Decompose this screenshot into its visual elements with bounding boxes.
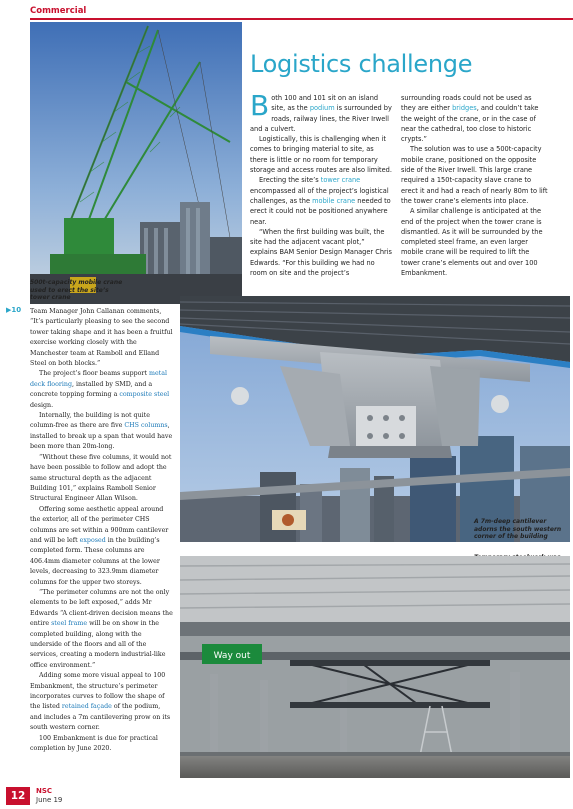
metal-deck-flooring-link[interactable]: metal deck flooring	[30, 370, 167, 388]
podium-link[interactable]: podium	[309, 104, 335, 113]
crane-photo	[30, 22, 242, 304]
bridges-link[interactable]: bridges	[452, 104, 477, 113]
tower-crane-link[interactable]: tower crane	[320, 176, 361, 185]
drop-cap: B	[250, 89, 270, 122]
section-tag: Commercial	[30, 6, 87, 16]
retained-facade-link[interactable]: retained façade	[61, 703, 112, 711]
article-paragraph: Both 100 and 101 sit on an island site, as the podium is surrounded by roads, railway lines, the River Irwell and a culvert.	[250, 89, 392, 133]
continued-column	[30, 307, 174, 754]
article-paragraph: Logistically, this is challenging when it comes to bringing material to site, as there is little or no room for temporary storage and access routes are also limited.	[250, 135, 392, 175]
article-paragraph: “The perimeter columns are not the only elements to be left exposed,” adds Mr Edwards “A client-driven decision means the entire steel frame will be on show in the completed building, along with the underside of the floors and all of the services, creating a modern industrial-like office environment.”	[30, 588, 173, 669]
steelwork-photo	[180, 556, 570, 778]
cantilever-photo	[180, 296, 570, 542]
page-title: Logistics challenge	[250, 50, 473, 78]
composite-steel-link[interactable]: composite steel	[119, 391, 170, 399]
article-paragraph: The solution was to use a 500t-capacity mobile crane, positioned on the opposite side of the River Irwell. This large crane required a 150t-capacity slave crane to erect it and had a reach of nearly 80m to lift the tower crane’s elements into place.	[401, 145, 548, 205]
article-column-1	[250, 89, 392, 278]
article-paragraph: Internally, the building is not quite column-free as there are five CHS columns, installed to break up a span that would have been more than 20m-long.	[30, 412, 173, 451]
continued-from-marker: ▶10	[6, 306, 22, 314]
article-paragraph: A similar challenge is anticipated at the end of the project when the tower crane is dismantled. As it will be surrounded by the completed steel frame, an even larger mobile crane will be required to lift the tower crane’s elements out and over 100 Embankment.	[401, 207, 543, 278]
article-paragraph: Erecting the site’s tower crane encompassed all of the project’s logistical challenges, as the mobile crane needed to erect it could not be positioned anywhere near.	[250, 176, 391, 226]
article-paragraph: 100 Embankment is due for practical completion by June 2020.	[30, 734, 158, 753]
magazine-name: NSC	[36, 787, 53, 795]
article-paragraph: Team Manager John Callanan comments, “It’s particularly pleasing to see the second tower taking shape and it has been a fruitful exercise working closely with the Manchester team at Ramboll and Elland Steel on both blocks.”	[30, 308, 173, 368]
steel-frame-link[interactable]: steel frame	[51, 620, 88, 628]
chs-columns-link[interactable]: CHS columns	[124, 422, 168, 430]
article-paragraph: Adding some more visual appeal to 100 Embankment, the structure’s perimeter incorporates curves to follow the shape of the listed retained façade of the podium, and includes a 7m cantilevering prow on its south western corner.	[30, 672, 171, 732]
issue-date: June 19	[36, 796, 63, 804]
page-number: 12	[6, 787, 30, 805]
cantilever-caption: A 7m-deep cantilever adorns the south western corner of the building	[474, 518, 562, 540]
article-paragraph: Offering some aesthetic appeal around the exterior, all of the perimeter CHS columns are set within a 900mm cantilever and will be left exposed in the building’s completed form. These columns are 406.4mm diameter columns at the lower levels, decreasing to 323.9mm diameter columns for the upper two storeys.	[30, 505, 169, 586]
article-paragraph: surrounding roads could not be used as they are either bridges, and couldn’t take the weight of the crane, or in the case of near the cathedral, too close to historic crypts.”	[401, 94, 539, 144]
mobile-crane-link[interactable]: mobile crane	[312, 196, 356, 205]
article-paragraph: “When the first building was built, the site had the adjacent vacant plot,” explains BAM Senior Design Manager Chris Edwards. “For this building we had no room on site and the project’s	[250, 227, 392, 278]
article-paragraph: “Without these five columns, it would not have been possible to follow and adopt the same structural depth as the adjacent Building 101,” explains Ramboll Senior Structural Engineer Allan Wilson.	[30, 453, 172, 503]
header-rule	[30, 18, 573, 20]
crane-caption: 500t-capacity mobile crane used to erect the site’s tower crane	[30, 279, 123, 301]
article-column-2	[401, 93, 548, 278]
article-paragraph: The project’s floor beams support metal deck flooring, installed by SMD, and a concrete topping forming a composite steel design.	[30, 370, 170, 409]
way-out-sign-text: Way out	[213, 651, 251, 661]
exposed-link[interactable]: exposed	[79, 536, 106, 544]
